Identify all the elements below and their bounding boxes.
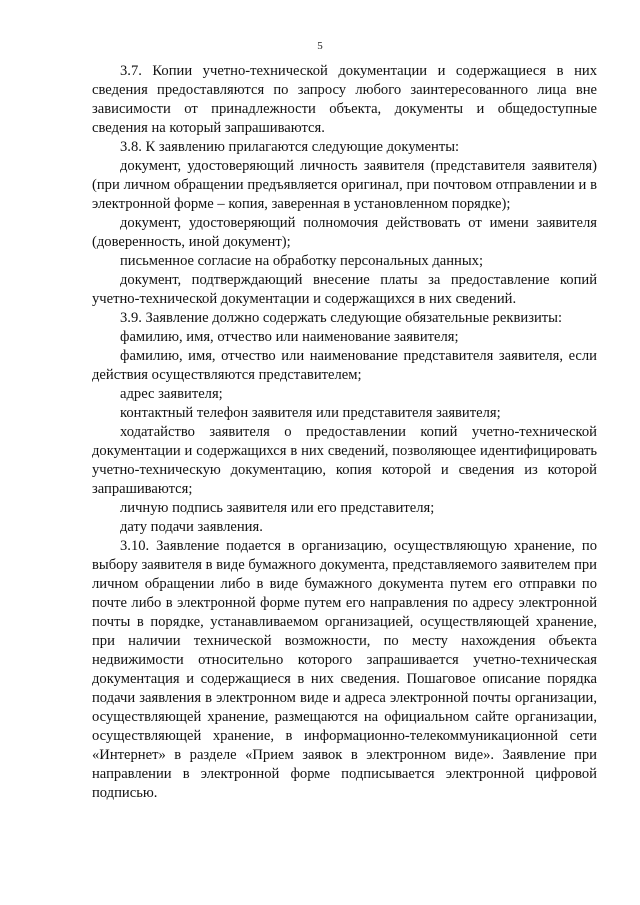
list-item-authority-document: документ, удостоверяющий полномочия действовать от имени заявителя (доверенность, иной документ); (92, 215, 597, 250)
list-item-application-date: дату подачи заявления. (120, 519, 263, 535)
page-number: 5 (317, 40, 323, 52)
list-item-contact-phone: контактный телефон заявителя или представителя заявителя; (120, 405, 501, 421)
list-item-representative-name: фамилию, имя, отчество или наименование представителя заявителя, если действия осуществляются представителем; (92, 348, 597, 383)
list-item-personal-data-consent: письменное согласие на обработку персональных данных; (120, 253, 483, 269)
paragraph-3-9: 3.9. Заявление должно содержать следующие обязательные реквизиты: (120, 310, 563, 326)
list-item-signature: личную подпись заявителя или его представителя; (120, 500, 435, 516)
list-item-identity-document: документ, удостоверяющий личность заявителя (представителя заявителя) (при личном обращении предъявляется оригинал, при почтовом отправлении и в электронной форме – копия, заверенная в установленном порядке); (92, 158, 597, 212)
document-body (92, 62, 597, 803)
list-item-applicant-address: адрес заявителя; (120, 386, 223, 402)
list-item-petition: ходатайство заявителя о предоставлении копий учетно-технической документации и содержащихся в них сведений, позволяющее идентифицировать учетно-техническую документацию, копия которой и сведения из которой запрашиваются; (92, 424, 597, 497)
list-item-payment-document: документ, подтверждающий внесение платы за предоставление копий учетно-технической документации и содержащихся в них сведений. (92, 272, 597, 307)
paragraph-3-8: 3.8. К заявлению прилагаются следующие документы: (120, 139, 460, 155)
paragraph-3-7: 3.7. Копии учетно-технической документации и содержащиеся в них сведения предоставляются по запросу любого заинтересованного лица вне зависимости от принадлежности объекта, документы и общедоступные сведения на который запрашиваются. (92, 63, 597, 136)
list-item-applicant-name: фамилию, имя, отчество или наименование заявителя; (120, 329, 459, 345)
paragraph-3-10: 3.10. Заявление подается в организацию, осуществляющую хранение, по выбору заявителя в виде бумажного документа, представляемого заявителем при личном обращении либо в виде бумажного документа путем его отправки по почте либо в электронной форме путем его направления по адресу электронной почты в порядке, устанавливаемом организацией, осуществляющей хранение, при наличии технической возможности, по месту нахождения объекта недвижимости относительно которого запрашивается учетно-техническая документация и содержащиеся в них сведения. Пошаговое описание порядка подачи заявления в электронном виде и адреса электронной почты организации, осуществляющей хранение, размещаются на официальном сайте организации, осуществляющей хранение, в информационно-телекоммуникационной сети «Интернет» в разделе «Прием заявок в электронном виде». Заявление при направлении в электронной форме подписывается электронной цифровой подписью. (92, 538, 597, 801)
